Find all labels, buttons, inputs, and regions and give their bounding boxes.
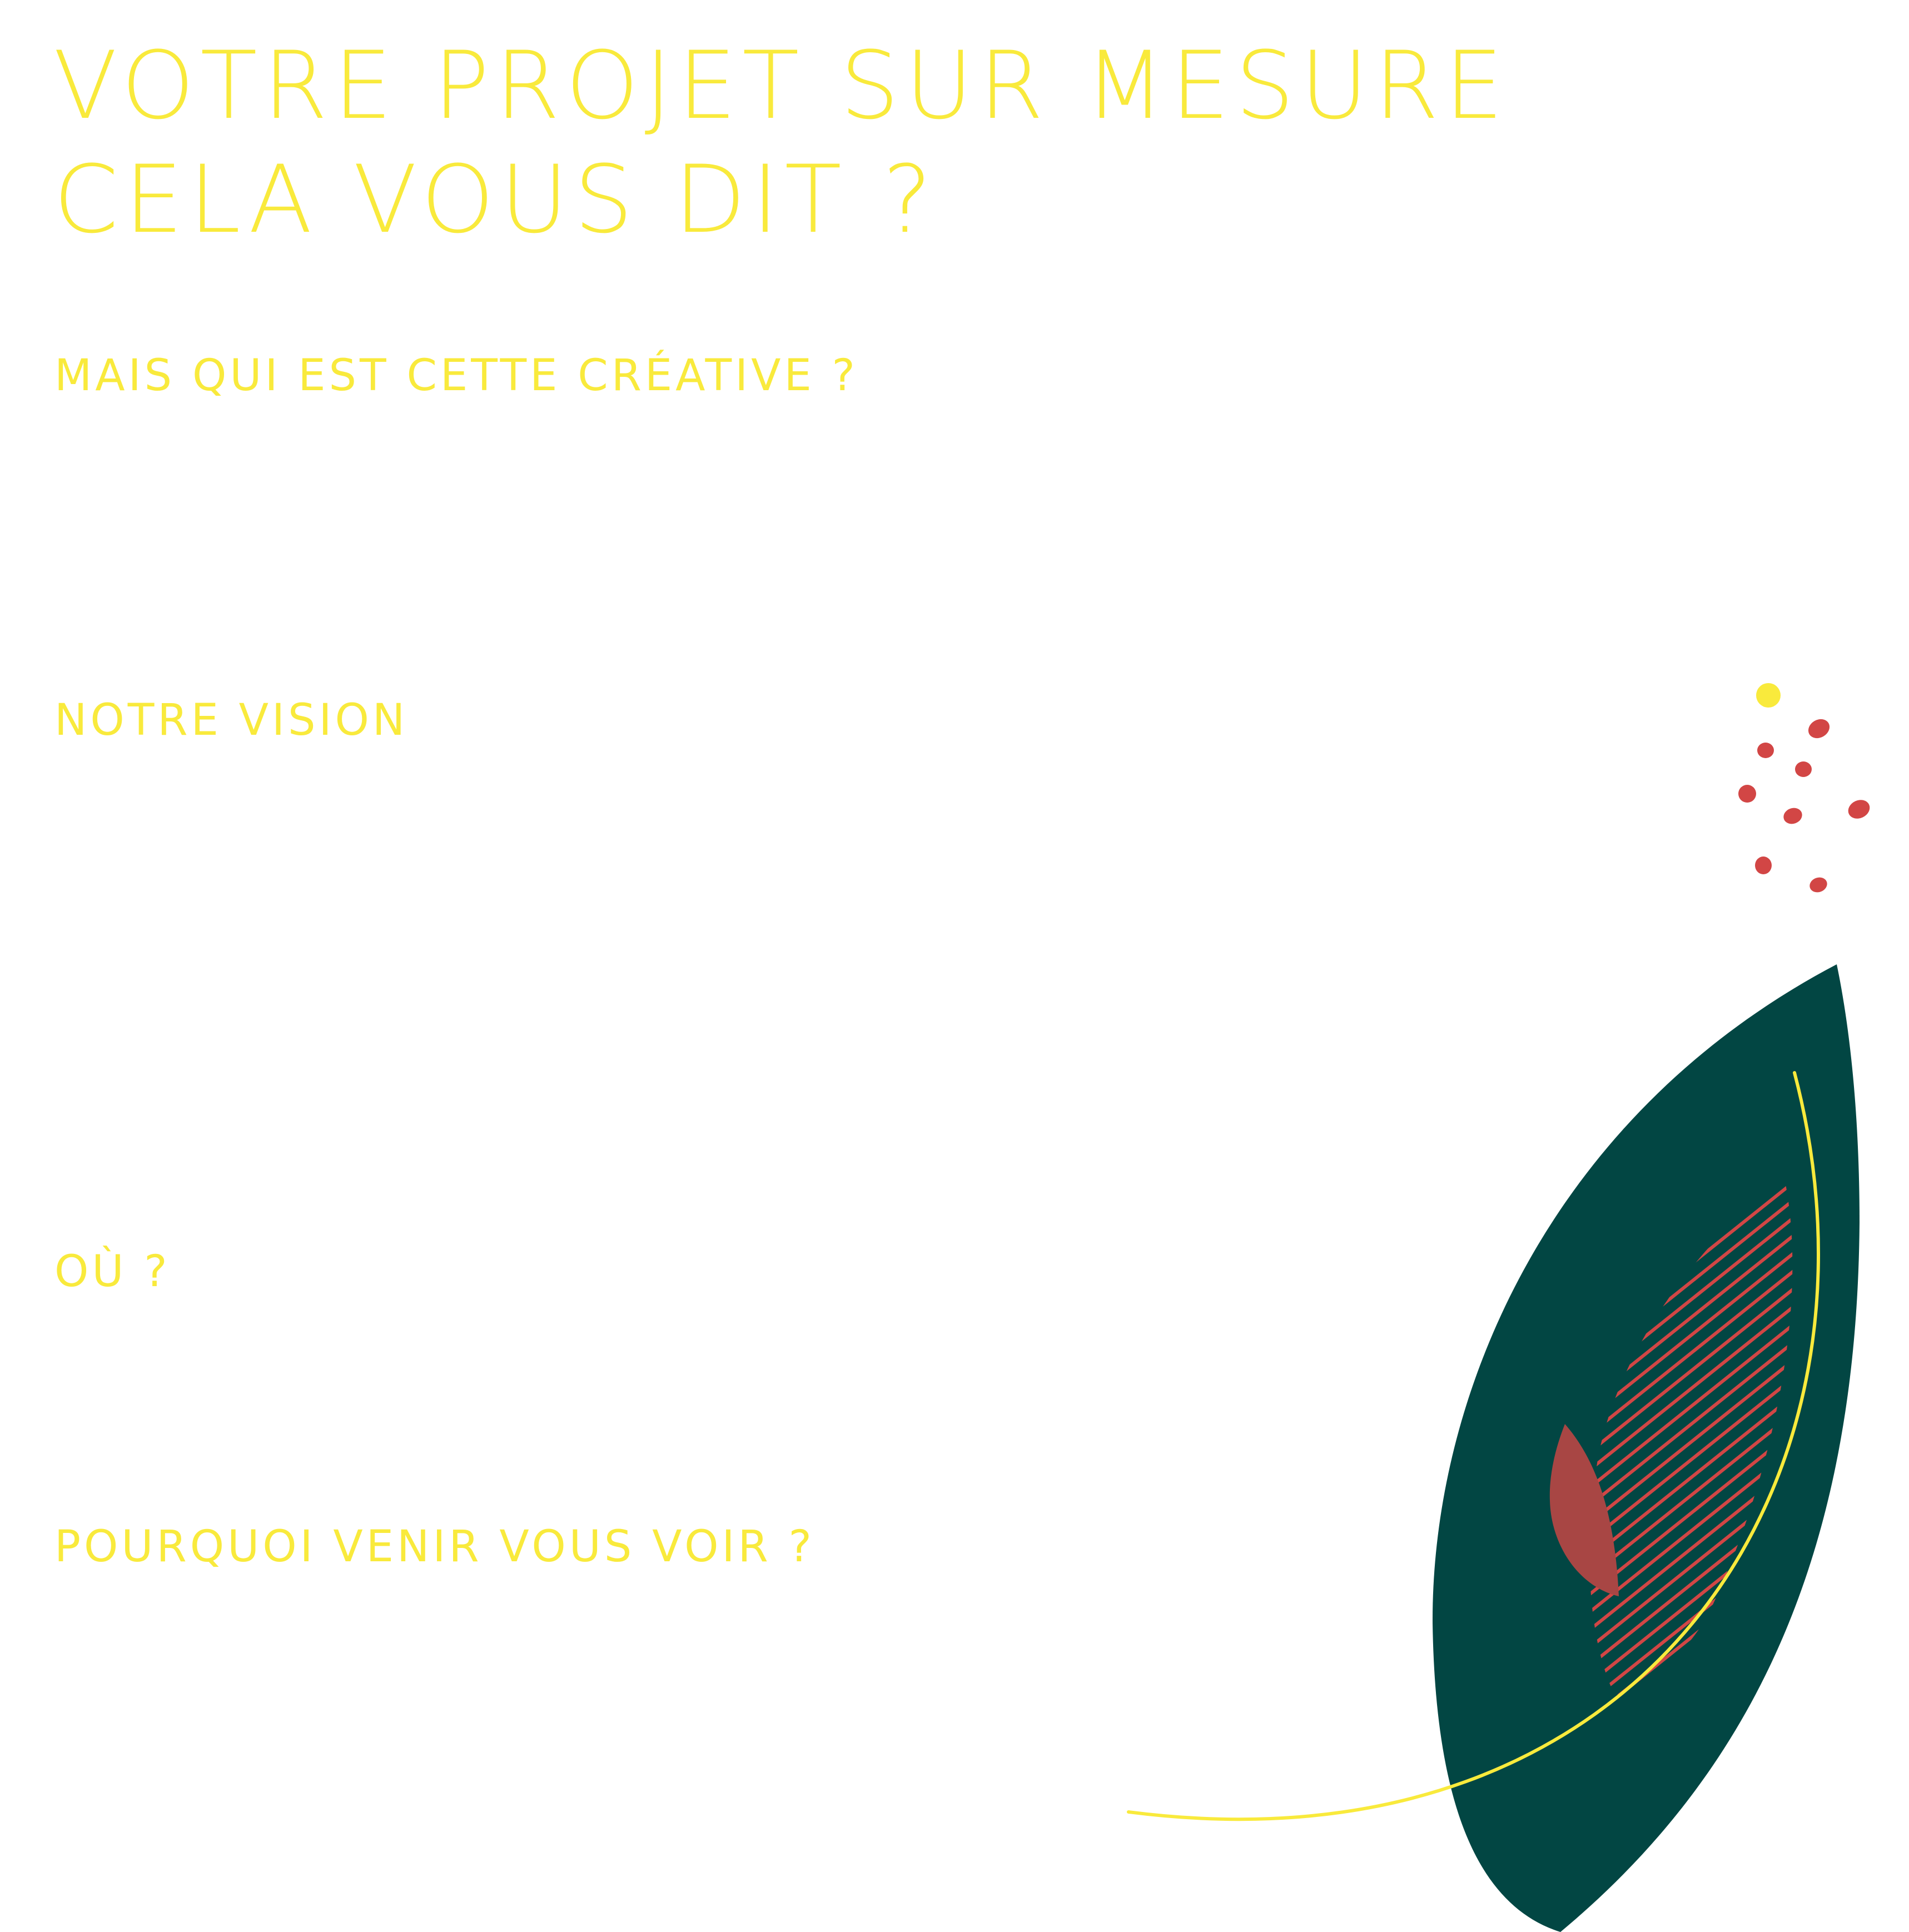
dots-cluster-icon bbox=[1738, 683, 1873, 895]
red-dot bbox=[1781, 805, 1804, 826]
red-dot bbox=[1795, 761, 1812, 777]
red-dot bbox=[1738, 785, 1756, 803]
page-title-line-2: CELA VOUS DIT ? bbox=[53, 145, 938, 254]
section-heading-creative: MAIS QUI EST CETTE CRÉATIVE ? bbox=[54, 351, 858, 401]
red-dot bbox=[1755, 857, 1772, 874]
red-dot bbox=[1808, 875, 1830, 894]
section-heading-vision: NOTRE VISION bbox=[54, 695, 409, 745]
yellow-dot bbox=[1756, 683, 1781, 708]
green-leaf-shape bbox=[1433, 964, 1860, 1932]
section-heading-why: POURQUOI VENIR VOUS VOIR ? bbox=[54, 1522, 815, 1572]
red-dot bbox=[1757, 743, 1774, 758]
page-title-line-1: VOTRE PROJET SUR MESURE bbox=[53, 31, 1509, 140]
red-dot bbox=[1845, 796, 1873, 822]
red-dot bbox=[1805, 715, 1833, 742]
section-heading-location: OÙ ? bbox=[54, 1247, 171, 1297]
